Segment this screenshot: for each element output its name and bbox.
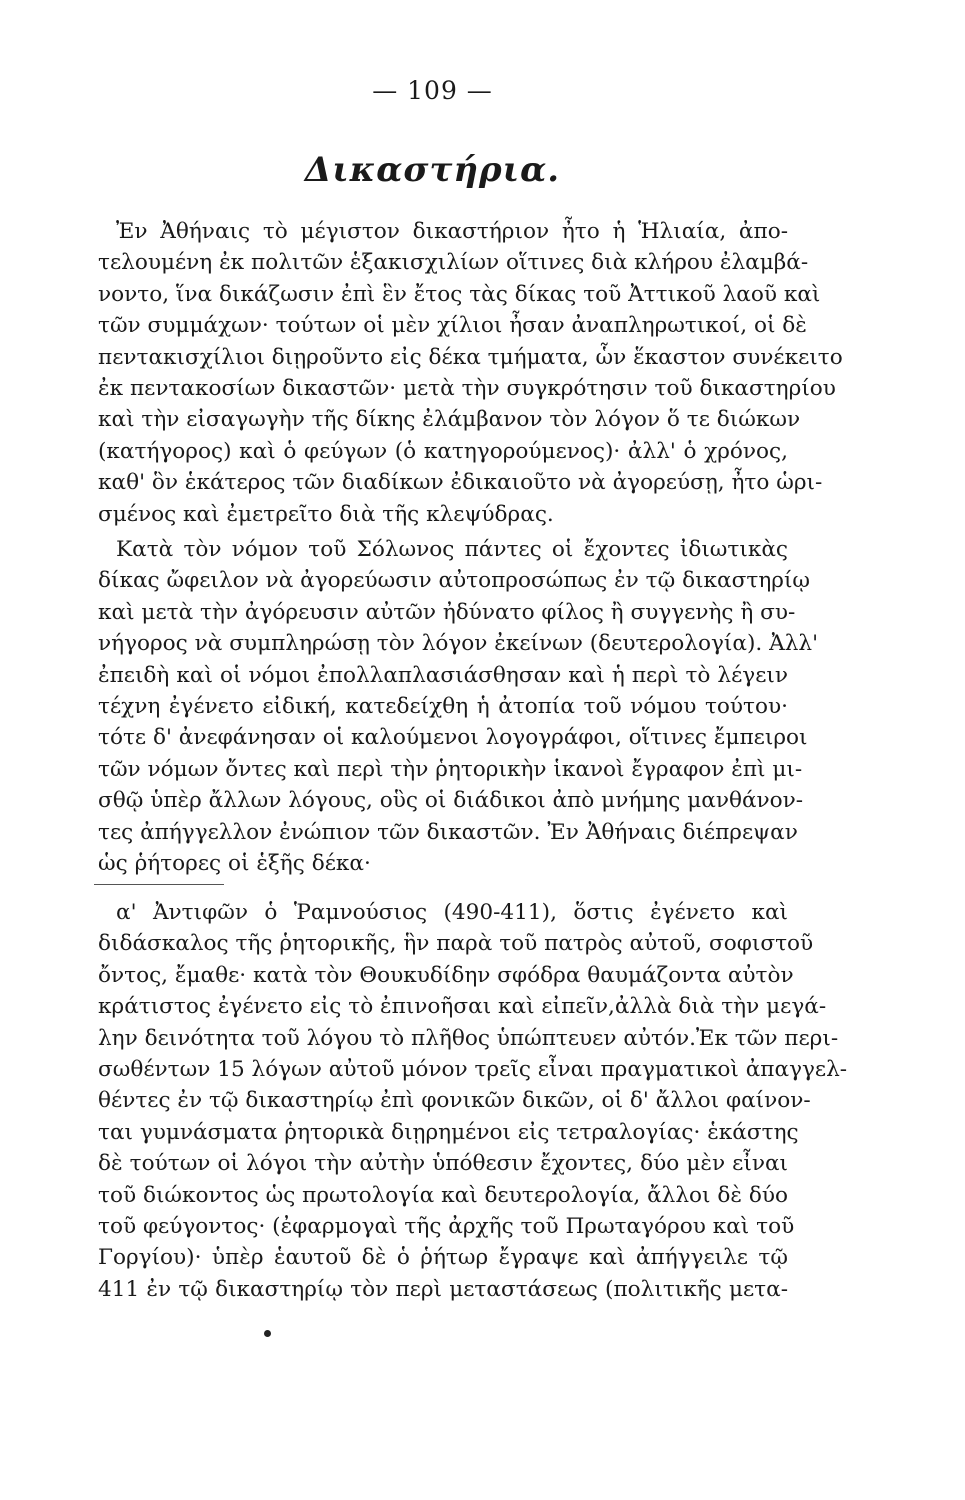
text-line: τέχνη ἐγένετο εἰδική, κατεδείχθη ἡ ἀτοπία τοῦ νόμου τούτου· (98, 694, 788, 720)
text-line: κράτιστος ἐγένετο εἰς τὸ ἐπινοῆσαι καὶ εἰπεῖν,ἀλλὰ διὰ τὴν μεγά- (98, 994, 827, 1020)
text-line: τῶν νόμων ὄντες καὶ περὶ τὴν ῥητορικὴν ἱκανοὶ ἔγραφον ἐπὶ μι- (98, 756, 803, 782)
text-line: τῶν συμμάχων· τούτων οἱ μὲν χίλιοι ἦσαν ἀναπληρωτικοί, οἱ δὲ (98, 313, 807, 339)
text-line: Κατὰ τὸν νόμον τοῦ Σόλωνος πάντες οἱ ἔχοντες ἰδιωτικὰς (116, 537, 788, 562)
text-line: καὶ τὴν εἰσαγωγὴν τῆς δίκης ἐλάμβανον τὸν λόγον ὅ τε διώκων (98, 407, 801, 433)
text-line: τότε δ' ἀνεφάνησαν οἱ καλούμενοι λογογράφοι, οἵτινες ἔμπειροι (98, 725, 808, 751)
text-line: τοῦ φεύγοντος· (ἐφαρμογαὶ τῆς ἀρχῆς τοῦ Πρωταγόρου καὶ τοῦ (98, 1214, 795, 1240)
text-line: νοντο, ἵνα δικάζωσιν ἐπὶ ἓν ἔτος τὰς δίκας τοῦ Ἀττικοῦ λαοῦ καὶ (98, 281, 821, 307)
paragraph-1 (98, 216, 843, 530)
text-line: δὲ τούτων οἱ λόγοι τὴν αὐτὴν ὑπόθεσιν ἔχοντες, δύο μὲν εἶναι (98, 1151, 788, 1177)
text-line: νήγορος νὰ συμπληρώσῃ τὸν λόγον ἐκείνων (δευτερολογία). Ἀλλ' (98, 631, 819, 657)
text-line: σωθέντων 15 λόγων αὐτοῦ μόνον τρεῖς εἶναι πραγματικοὶ ἀπαγγελ- (98, 1057, 848, 1083)
text-line: ὡς ῥήτορες οἱ ἑξῆς δέκα· (98, 851, 371, 877)
page-number: — 109 — (372, 76, 493, 105)
text-line: θέντες ἐν τῷ δικαστηρίῳ ἐπὶ φονικῶν δικῶν, οἱ δ' ἄλλοι φαίνον- (98, 1088, 811, 1114)
ink-dot (264, 1330, 271, 1337)
text-line: διδάσκαλος τῆς ῥητορικῆς, ἣν παρὰ τοῦ πατρὸς αὐτοῦ, σοφιστοῦ (98, 931, 814, 957)
text-line: ὄντος, ἔμαθε· κατὰ τὸν Θουκυδίδην σφόδρα θαυμάζοντα αὐτὸν (98, 962, 794, 988)
text-line: ἐκ πεντακοσίων δικαστῶν· μετὰ τὴν συγκρότησιν τοῦ δικαστηρίου (98, 376, 836, 402)
text-line: Γοργίου)· ὑπὲρ ἑαυτοῦ δὲ ὁ ῥήτωρ ἔγραψε καὶ ἀπήγγειλε τῷ (98, 1245, 788, 1271)
text-line: τες ἀπήγγελλον ἐνώπιον τῶν δικαστῶν. Ἐν Ἀθήναις διέπρεψαν (98, 819, 798, 845)
text-line: Ἐν Ἀθήναις τὸ μέγιστον δικαστήριον ἦτο ἡ Ἡλιαία, ἀπο- (116, 219, 788, 244)
text-line: σμένος καὶ ἐμετρεῖτο διὰ τῆς κλεψύδρας. (98, 501, 554, 527)
text-line: ται γυμνάσματα ῥητορικὰ διῃρημένοι εἰς τετραλογίας· ἑκάστης (98, 1119, 799, 1145)
text-line: δίκας ὤφειλον νὰ ἀγορεύωσιν αὐτοπροσώπως ἐν τῷ δικαστηρίῳ (98, 568, 811, 594)
text-line: ἐπειδὴ καὶ οἱ νόμοι ἐπολλαπλασιάσθησαν καὶ ἡ περὶ τὸ λέγειν (98, 662, 788, 688)
text-line: καὶ μετὰ τὴν ἀγόρευσιν αὐτῶν ἠδύνατο φίλος ἢ συγγενὴς ἢ συ- (98, 599, 796, 625)
text-line: καθ' ὃν ἑκάτερος τῶν διαδίκων ἐδικαιοῦτο νὰ ἀγορεύσῃ, ἦτο ὡρι- (98, 470, 823, 496)
text-line: λην δεινότητα τοῦ λόγου τὸ πλῆθος ὑπώπτευεν αὐτόν.Ἐκ τῶν περι- (98, 1025, 839, 1051)
paragraph-2 (98, 534, 819, 879)
text-line: 411 ἐν τῷ δικαστηρίῳ τὸν περὶ μεταστάσεως (πολιτικῆς μετα- (98, 1276, 788, 1302)
page-title: Δικαστήρια. (304, 150, 561, 190)
text-line: πεντακισχίλιοι διῃροῦντο εἰς δέκα τμήματα, ὧν ἕκαστον συνέκειτο (98, 344, 843, 370)
paragraph-3 (98, 897, 848, 1305)
text-line: σθῷ ὑπὲρ ἄλλων λόγους, οὓς οἱ διάδικοι ἀπὸ μνήμης μανθάνον- (98, 788, 804, 814)
divider-rule (94, 884, 224, 885)
text-line: τελουμένη ἐκ πολιτῶν ἑξακισχιλίων οἵτινες διὰ κλήρου ἐλαμβά- (98, 250, 809, 276)
text-line: (κατήγορος) καὶ ὁ φεύγων (ὁ κατηγορούμενος)· ἀλλ' ὁ χρόνος, (98, 438, 788, 464)
text-line: τοῦ διώκοντος ὡς πρωτολογία καὶ δευτερολογία, ἄλλοι δὲ δύο (98, 1182, 788, 1208)
text-line: α' Ἀντιφῶν ὁ Ῥαμνούσιος (490-411), ὅστις ἐγένετο καὶ (116, 900, 788, 925)
